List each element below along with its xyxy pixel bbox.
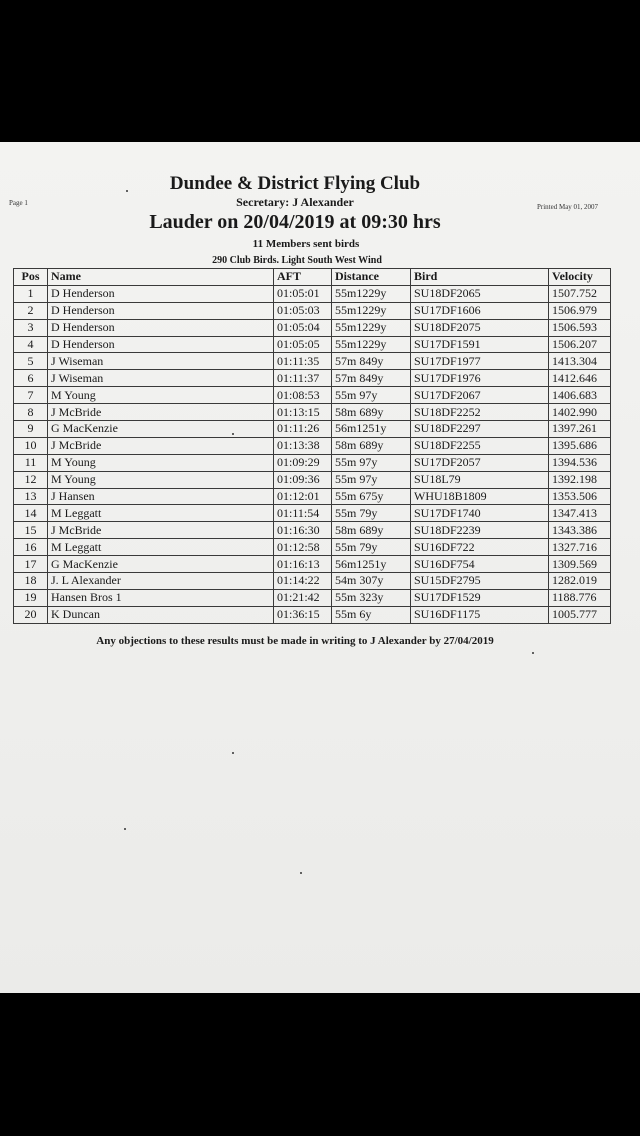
table-row [14,606,611,623]
cell-bird: SU17DF2057 [411,454,549,471]
cell-pos: 6 [14,370,48,387]
cell-bird: SU17DF1529 [411,589,549,606]
cell-distance: 55m1229y [332,319,411,336]
results-table [13,268,611,624]
cell-distance: 55m 97y [332,471,411,488]
cell-name: J Wiseman [48,353,274,370]
table-row [14,437,611,454]
cell-bird: SU17DF1976 [411,370,549,387]
table-row [14,556,611,573]
race-title: Lauder on 20/04/2019 at 09:30 hrs [149,211,441,233]
cell-name: J McBride [48,522,274,539]
cell-aft: 01:13:15 [274,404,332,421]
cell-aft: 01:05:05 [274,336,332,353]
cell-bird: SU18DF2297 [411,421,549,438]
cell-distance: 55m 97y [332,454,411,471]
cell-aft: 01:05:04 [274,319,332,336]
cell-name: D Henderson [48,285,274,302]
col-header-aft: AFT [274,269,332,286]
cell-pos: 2 [14,302,48,319]
cell-distance: 55m1229y [332,302,411,319]
cell-aft: 01:09:36 [274,471,332,488]
cell-aft: 01:09:29 [274,454,332,471]
cell-aft: 01:12:58 [274,539,332,556]
cell-distance: 55m1229y [332,285,411,302]
cell-distance: 57m 849y [332,353,411,370]
cell-name: M Leggatt [48,539,274,556]
table-row [14,589,611,606]
cell-bird: SU18DF2065 [411,285,549,302]
cell-name: D Henderson [48,336,274,353]
cell-pos: 11 [14,454,48,471]
table-row [14,573,611,590]
cell-aft: 01:05:01 [274,285,332,302]
cell-velocity: 1353.506 [549,488,611,505]
cell-pos: 8 [14,404,48,421]
cell-bird: SU18DF2075 [411,319,549,336]
cell-distance: 58m 689y [332,404,411,421]
cell-velocity: 1343.386 [549,522,611,539]
cell-pos: 20 [14,606,48,623]
cell-pos: 10 [14,437,48,454]
cell-pos: 18 [14,573,48,590]
cell-pos: 15 [14,522,48,539]
cell-distance: 55m 79y [332,505,411,522]
cell-velocity: 1188.776 [549,589,611,606]
cell-name: D Henderson [48,319,274,336]
cell-name: G MacKenzie [48,556,274,573]
table-row [14,454,611,471]
cell-pos: 13 [14,488,48,505]
table-row [14,539,611,556]
cell-name: J McBride [48,404,274,421]
cell-velocity: 1412.646 [549,370,611,387]
cell-distance: 55m 79y [332,539,411,556]
cell-name: J McBride [48,437,274,454]
table-row [14,522,611,539]
table-row [14,336,611,353]
cell-pos: 5 [14,353,48,370]
cell-bird: WHU18B1809 [411,488,549,505]
col-header-pos: Pos [14,269,48,286]
cell-distance: 58m 689y [332,522,411,539]
cell-bird: SU18L79 [411,471,549,488]
cell-name: M Leggatt [48,505,274,522]
cell-velocity: 1397.261 [549,421,611,438]
cell-pos: 7 [14,387,48,404]
cell-bird: SU17DF2067 [411,387,549,404]
cell-velocity: 1395.686 [549,437,611,454]
club-title: Dundee & District Flying Club [169,173,421,194]
cell-bird: SU15DF2795 [411,573,549,590]
cell-velocity: 1005.777 [549,606,611,623]
table-row [14,387,611,404]
cell-aft: 01:08:53 [274,387,332,404]
cell-pos: 3 [14,319,48,336]
cell-aft: 01:36:15 [274,606,332,623]
col-header-distance: Distance [332,269,411,286]
secretary-line: Secretary: J Alexander [236,195,354,209]
cell-bird: SU18DF2252 [411,404,549,421]
cell-bird: SU17DF1977 [411,353,549,370]
cell-name: Hansen Bros 1 [48,589,274,606]
cell-aft: 01:14:22 [274,573,332,590]
cell-aft: 01:12:01 [274,488,332,505]
members-sent: 11 Members sent birds [252,238,360,250]
cell-velocity: 1327.716 [549,539,611,556]
table-row [14,421,611,438]
paper-speck [126,190,128,192]
cell-pos: 19 [14,589,48,606]
cell-name: J Wiseman [48,370,274,387]
cell-pos: 16 [14,539,48,556]
table-header-row [14,269,611,286]
results-sheet [0,142,640,993]
cell-bird: SU18DF2239 [411,522,549,539]
table-row [14,353,611,370]
cell-bird: SU17DF1740 [411,505,549,522]
cell-distance: 55m 675y [332,488,411,505]
cell-distance: 55m 323y [332,589,411,606]
table-row [14,285,611,302]
cell-aft: 01:13:38 [274,437,332,454]
cell-velocity: 1402.990 [549,404,611,421]
printed-date: Printed May 01, 2007 [537,203,599,211]
cell-name: D Henderson [48,302,274,319]
col-header-velocity: Velocity [549,269,611,286]
cell-distance: 56m1251y [332,556,411,573]
cell-distance: 55m1229y [332,336,411,353]
cell-bird: SU17DF1606 [411,302,549,319]
cell-velocity: 1507.752 [549,285,611,302]
cell-pos: 9 [14,421,48,438]
paper-speck [532,652,534,654]
cell-velocity: 1506.593 [549,319,611,336]
col-header-bird: Bird [411,269,549,286]
cell-pos: 12 [14,471,48,488]
col-header-name: Name [48,269,274,286]
table-row [14,370,611,387]
cell-bird: SU16DF1175 [411,606,549,623]
table-row [14,319,611,336]
cell-name: K Duncan [48,606,274,623]
cell-name: M Young [48,387,274,404]
cell-pos: 1 [14,285,48,302]
table-row [14,488,611,505]
cell-velocity: 1392.198 [549,471,611,488]
cell-velocity: 1406.683 [549,387,611,404]
cell-pos: 17 [14,556,48,573]
cell-aft: 01:05:03 [274,302,332,319]
cell-bird: SU16DF722 [411,539,549,556]
table-row [14,302,611,319]
cell-name: M Young [48,454,274,471]
cell-distance: 54m 307y [332,573,411,590]
table-row [14,505,611,522]
page-number: Page 1 [9,199,28,207]
table-row [14,471,611,488]
paper-speck [124,828,126,830]
paper-speck [232,752,234,754]
cell-velocity: 1282.019 [549,573,611,590]
paper-speck [300,872,302,874]
cell-velocity: 1506.979 [549,302,611,319]
cell-distance: 56m1251y [332,421,411,438]
cell-bird: SU16DF754 [411,556,549,573]
cell-aft: 01:11:54 [274,505,332,522]
cell-distance: 57m 849y [332,370,411,387]
cell-bird: SU17DF1591 [411,336,549,353]
cell-velocity: 1394.536 [549,454,611,471]
cell-distance: 55m 97y [332,387,411,404]
table-row [14,404,611,421]
objections-note: Any objections to these results must be made in writing to J Alexander by 27/04/2019 [96,635,494,647]
cell-aft: 01:11:37 [274,370,332,387]
cell-name: G MacKenzie [48,421,274,438]
cell-aft: 01:16:13 [274,556,332,573]
paper-speck [232,433,234,435]
cell-pos: 4 [14,336,48,353]
cell-pos: 14 [14,505,48,522]
cell-bird: SU18DF2255 [411,437,549,454]
cell-aft: 01:11:35 [274,353,332,370]
cell-velocity: 1309.569 [549,556,611,573]
cell-velocity: 1347.413 [549,505,611,522]
cell-velocity: 1413.304 [549,353,611,370]
cell-velocity: 1506.207 [549,336,611,353]
cell-distance: 55m 6y [332,606,411,623]
cell-aft: 01:11:26 [274,421,332,438]
cell-name: M Young [48,471,274,488]
cell-name: J Hansen [48,488,274,505]
cell-name: J. L Alexander [48,573,274,590]
cell-aft: 01:16:30 [274,522,332,539]
cell-distance: 58m 689y [332,437,411,454]
birds-conditions: 290 Club Birds. Light South West Wind [212,255,382,266]
cell-aft: 01:21:42 [274,589,332,606]
